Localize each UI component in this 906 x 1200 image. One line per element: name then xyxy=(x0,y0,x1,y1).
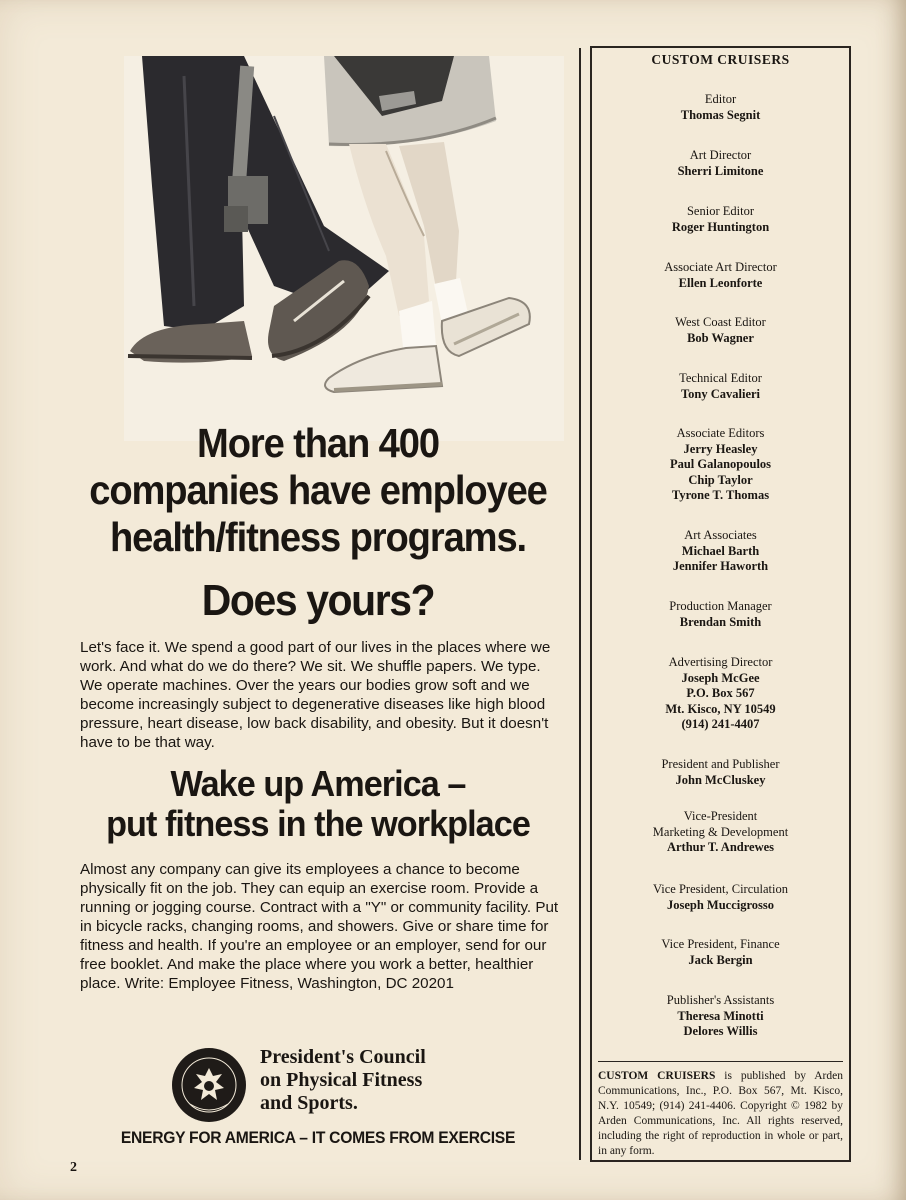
staff-role: Vice President, Finance xyxy=(661,937,780,951)
staff-role-line-2: Marketing & Development xyxy=(652,824,789,839)
staff-role: Production Manager xyxy=(669,599,772,613)
ad-tagline: ENERGY FOR AMERICA – IT COMES FROM EXERCISE xyxy=(120,1128,516,1147)
council-signature xyxy=(170,1046,490,1126)
notice-title: CUSTOM CRUISERS xyxy=(598,1070,716,1082)
staff-name: Mt. Kisco, NY 10549 xyxy=(665,701,776,716)
staff-name: Delores Willis xyxy=(683,1024,758,1038)
staff-role: Editor xyxy=(704,92,737,106)
staff-name: Joseph Muccigrosso xyxy=(666,897,775,912)
staff-name: Chip Taylor xyxy=(688,472,753,487)
staff-role: Senior Editor xyxy=(686,204,754,218)
notice-text: is published by Arden Communications, Inc., P.O. Box 567, Mt. Kisco, N.Y. 10549; (914) 241-4406. Copyright © 1982 by Arden Communications, Inc. All rights reserved, including the right of reproduction in whole or part, in any form. xyxy=(598,1070,843,1157)
council-seal-icon xyxy=(170,1046,248,1124)
staff-role: Associate Art Director xyxy=(664,260,777,274)
ad-headline-line-2: companies have employee xyxy=(89,467,547,513)
staff-entry xyxy=(592,260,849,291)
staff-entry xyxy=(592,528,849,575)
staff-name: Jennifer Haworth xyxy=(672,559,769,573)
staff-name: (914) 241-4407 xyxy=(681,717,760,731)
staff-entry xyxy=(592,204,849,235)
page-number: 2 xyxy=(70,1160,77,1175)
staff-entry xyxy=(592,809,849,856)
staff-name: Tony Cavalieri xyxy=(680,386,761,401)
staff-name: John McCluskey xyxy=(675,772,766,787)
staff-name: Jerry Heasley xyxy=(683,441,758,456)
staff-role: West Coast Editor xyxy=(675,315,766,329)
staff-name: Jack Bergin xyxy=(688,952,753,967)
staff-role: Associate Editors xyxy=(676,426,765,440)
publication-notice xyxy=(598,1061,843,1159)
ad-headline-line-1: More than 400 xyxy=(197,420,439,466)
staff-entry xyxy=(592,599,849,630)
staff-entry xyxy=(592,937,849,968)
council-name xyxy=(260,1046,500,1115)
ad-headline xyxy=(80,420,556,561)
ad-headline-2-line-1: Wake up America – xyxy=(170,763,466,804)
staff-role: Art Director xyxy=(689,148,752,162)
staff-entry xyxy=(592,993,849,1040)
staff-name: Brendan Smith xyxy=(679,614,762,629)
masthead-title: CUSTOM CRUISERS xyxy=(651,52,790,67)
staff-name: Theresa Minotti xyxy=(677,1008,764,1023)
staff-name: Ellen Leonforte xyxy=(678,275,763,290)
staff-entry xyxy=(592,757,849,788)
ad-photo-walking-feet xyxy=(124,56,564,441)
council-name-line-1: President's Council xyxy=(260,1046,426,1068)
council-name-line-2: on Physical Fitness xyxy=(260,1069,423,1091)
staff-entry xyxy=(592,655,849,733)
staff-entry xyxy=(592,426,849,504)
staff-name: Sherri Limitone xyxy=(677,163,764,178)
ad-subhead: Does yours? xyxy=(201,576,435,625)
staff-role: Advertising Director xyxy=(668,655,773,669)
ad-headline-line-3: health/fitness programs. xyxy=(109,514,527,560)
staff-name: Paul Galanopoulos xyxy=(669,457,772,471)
fitness-advertisement xyxy=(62,48,574,1168)
ad-body-paragraph-2: Almost any company can give its employees a chance to become physically fit on the job. They can equip an exercise room. Provide a running or jogging course. Contract with a "Y" or community facility. Put in bicycle racks, changing rooms, and showers. Give or share time for fitness and health. If you're an employee or an employer, send for our free booklet. And make the place where you work a better, healthier place. Write: Employee Fitness, Washington, DC 20201 xyxy=(80,861,559,992)
staff-entry xyxy=(592,371,849,402)
column-divider xyxy=(579,48,581,1160)
ad-body-paragraph-1: Let's face it. We spend a good part of our lives in the places where we work. And what do we do there? We sit. We shuffle papers. We type. We operate machines. Over the years our bodies grow soft and we become increasingly subject to degenerative diseases like high blood pressure, heart disease, low back disability, and obesity. But it doesn't have to be that way. xyxy=(80,639,551,751)
staff-role: Art Associates xyxy=(684,528,757,542)
walking-feet-illustration xyxy=(124,56,564,441)
council-name-line-3: and Sports. xyxy=(260,1092,358,1114)
staff-name: Arthur T. Andrewes xyxy=(666,840,775,854)
staff-name: Tyrone T. Thomas xyxy=(671,488,770,502)
ad-headline-2 xyxy=(75,764,561,844)
staff-role: Vice President, Circulation xyxy=(653,882,788,896)
staff-name: Thomas Segnit xyxy=(680,107,761,122)
staff-name: Bob Wagner xyxy=(687,330,754,345)
staff-role: President and Publisher xyxy=(661,757,780,771)
masthead-box xyxy=(590,46,851,1162)
staff-role: Vice-President xyxy=(683,809,758,823)
staff-name: Michael Barth xyxy=(681,543,760,558)
staff-entry xyxy=(592,882,849,913)
staff-entry xyxy=(592,315,849,346)
ad-headline-2-line-2: put fitness in the workplace xyxy=(106,803,530,844)
staff-role: Technical Editor xyxy=(679,371,762,385)
staff-name: Joseph McGee xyxy=(681,670,760,685)
staff-role: Publisher's Assistants xyxy=(666,993,775,1007)
staff-name: Roger Huntington xyxy=(671,219,770,234)
staff-entry xyxy=(592,92,849,123)
staff-entry xyxy=(592,148,849,179)
staff-name: P.O. Box 567 xyxy=(686,686,755,700)
